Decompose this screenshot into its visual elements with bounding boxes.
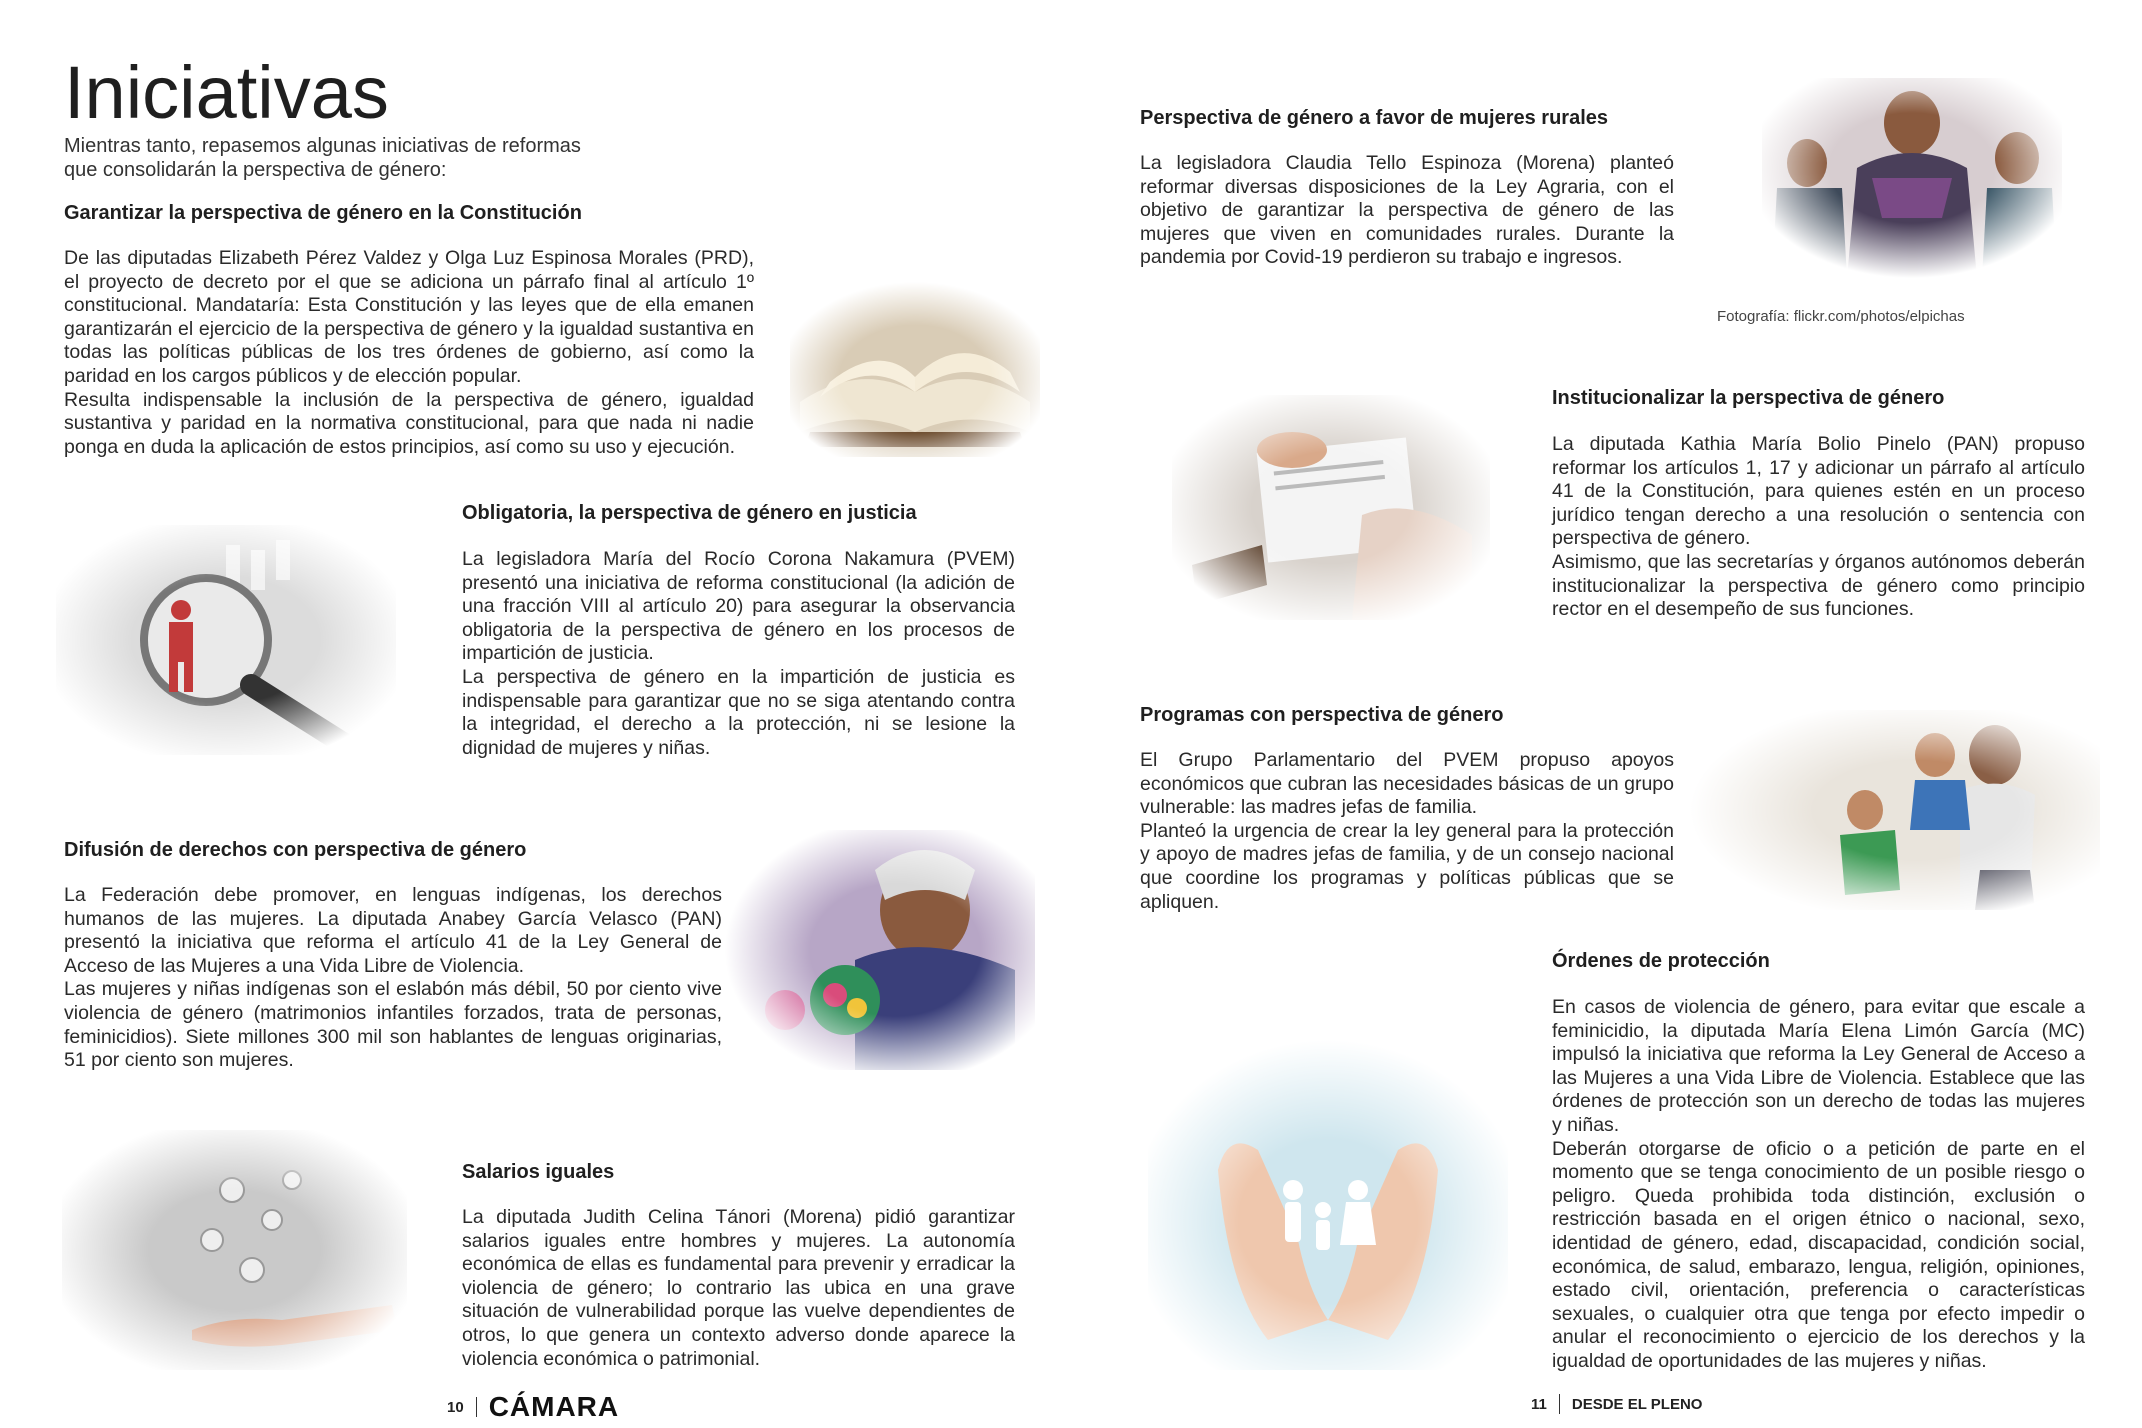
footer-left xyxy=(447,1391,619,1423)
intro-text: Mientras tanto, repasemos algunas iniciativas de reformas que consolidarán la perspectiva de género: xyxy=(64,135,581,181)
section-body-salarios: La diputada Judith Celina Tánori (Morena) pidió garantizar salarios iguales entre hombres y mujeres. La autonomía económica de ellas es fundamental para prevenir y erradicar la violencia de género; lo contrario las ubica en una grave situación de vulnerabilidad porque las vuelve dependientes de otros, lo que genera un contexto adverso donde aparece la violencia económica o patrimonial. xyxy=(462,1206,1015,1370)
section-name: DESDE EL PLENO xyxy=(1571,1395,1703,1413)
signing-document-image xyxy=(1172,395,1490,620)
section-heading-institucionalizar: Institucionalizar la perspectiva de género xyxy=(1552,387,1945,409)
hands-paper-family-image xyxy=(1148,1040,1508,1370)
section-heading-rurales: Perspectiva de género a favor de mujeres rurales xyxy=(1140,107,1608,129)
footer-divider xyxy=(1559,1394,1560,1414)
page-number-left: 10 xyxy=(447,1398,464,1416)
indigenous-woman-image xyxy=(725,830,1035,1070)
footer-divider xyxy=(476,1397,477,1417)
hand-coins-image xyxy=(62,1130,407,1370)
page-number-right: 11 xyxy=(1531,1395,1547,1413)
section-body-justicia: La legisladora María del Rocío Corona Nakamura (PVEM) presentó una iniciativa de reforma constitucional (la adición de una fracción VIII al artículo 20) para asegurar la observancia obligatoria de la perspectiva de género en los procesos de impartición de justicia. La perspectiva de género en la impartición de justicia es indispensable para garantizar que no se siga atentando contra la integridad, el derecho a la protección, ni se lesione la dignidad de mujeres y niñas. xyxy=(462,548,1015,759)
magnifier-figures-image xyxy=(56,525,396,755)
section-heading-difusion: Difusión de derechos con perspectiva de género xyxy=(64,839,527,861)
section-body-programas: El Grupo Parlamentario del PVEM propuso apoyos económicos que cubran las necesidades básicas de un grupo vulnerable: las madres jefas de familia. Planteó la urgencia de crear la ley general para la protección y apoyo de madres jefas de familia, y de un consejo nacional que coordine los programas y políticas públicas que se apliquen. xyxy=(1140,749,1674,913)
open-book-image xyxy=(790,282,1040,457)
section-body-institucionalizar: La diputada Kathia María Bolio Pinelo (PAN) propuso reformar los artículos 1, 17 y adicionar un párrafo al artículo 41 de la Constitución, para quienes estén en un proceso jurídico tengan derecho a una resolución o sentencia con perspectiva de género. Asimismo, que las secretarías y órganos autónomos deberán institucionalizar la perspectiva de género como principio rector en el desempeño de sus funciones. xyxy=(1552,433,2085,621)
photo-caption: Fotografía: flickr.com/photos/elpichas xyxy=(1717,308,1965,325)
section-heading-ordenes: Órdenes de protección xyxy=(1552,950,1770,972)
mother-children-image xyxy=(1690,710,2100,910)
footer-right xyxy=(1531,1394,1702,1414)
section-body-constitucion: De las diputadas Elizabeth Pérez Valdez y Olga Luz Espinosa Morales (PRD), el proyecto de decreto por el que se adiciona un párrafo final al artículo 1º constitucional. Mandataría: Esta Constitución y las leyes que de ella emanen garantizarán el ejercicio de la perspectiva de género y la igualdad sustantiva en todas las políticas públicas de los tres órdenes de gobierno, así como la paridad en los cargos públicos y de elección popular. Resulta indispensable la inclusión de la perspectiva de género, igualdad sustantiva y paridad en la normativa constitucional, para que nada ni nadie ponga en duda la aplicación de estos principios, así como su uso y ejecución. xyxy=(64,247,754,458)
section-heading-constitucion: Garantizar la perspectiva de género en la Constitución xyxy=(64,202,582,224)
rural-women-image xyxy=(1762,78,2062,278)
page-title: Iniciativas xyxy=(64,51,389,134)
camara-logo: CÁMARA xyxy=(488,1391,620,1422)
section-heading-programas: Programas con perspectiva de género xyxy=(1140,704,1504,726)
section-body-rurales: La legisladora Claudia Tello Espinoza (Morena) planteó reformar diversas disposiciones de la Ley Agraria, con el objetivo de garantizar la perspectiva de género de las mujeres que viven en comunidades rurales. Durante la pandemia por Covid-19 perdieron su trabajo e ingresos. xyxy=(1140,152,1674,269)
section-heading-salarios: Salarios iguales xyxy=(462,1161,615,1183)
section-body-ordenes: En casos de violencia de género, para evitar que escale a feminicidio, la diputada María Elena Limón García (MC) impulsó la iniciativa que reforma la Ley General de Acceso a las Mujeres a una Vida Libre de Violencia. Establece que las órdenes de protección son un derecho de todas las mujeres y niñas. Deberán otorgarse de oficio o a petición de parte en el momento que se tenga conocimiento de un posible riesgo o peligro. Queda prohibida toda distinción, exclusión o restricción basada en el origen étnico o nacional, sexo, identidad de género, edad, discapacidad, condición social, económica, de salud, embarazo, lengua, religión, opiniones, estado civil, orientación, preferencia o características sexuales, o cualquier otra que tenga por efecto impedir o anular el reconocimiento o ejercicio de los derechos y la igualdad de oportunidades de las mujeres y niñas. xyxy=(1552,996,2085,1372)
section-heading-justicia: Obligatoria, la perspectiva de género en justicia xyxy=(462,502,917,524)
section-body-difusion: La Federación debe promover, en lenguas indígenas, los derechos humanos de las mujeres. La diputada Anabey García Velasco (PAN) presentó la iniciativa que reforma el artículo 41 de la Ley General de Acceso de las Mujeres a una Vida Libre de Violencia. Las mujeres y niñas indígenas son el eslabón más débil, 50 por ciento vive violencia de género (matrimonios infantiles forzados, trata de personas, feminicidios). Siete millones 300 mil son hablantes de lenguas originarias, 51 por ciento son mujeres. xyxy=(64,884,722,1072)
